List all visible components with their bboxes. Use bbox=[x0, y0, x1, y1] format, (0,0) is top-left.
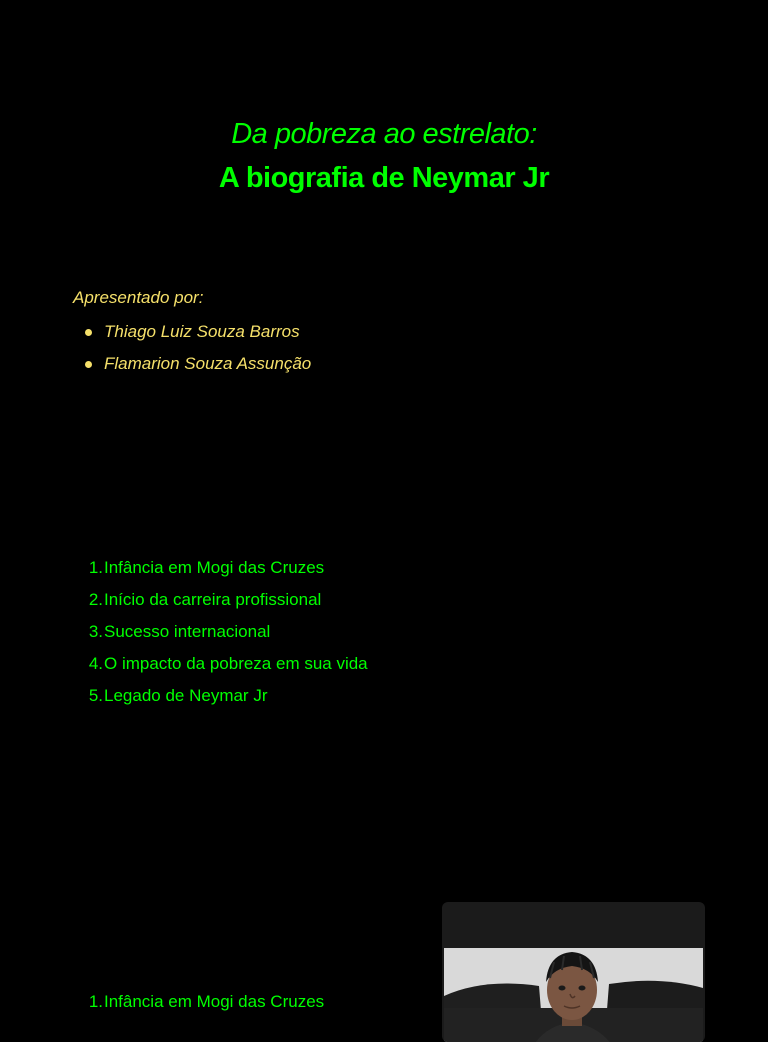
bullet-icon bbox=[85, 361, 92, 368]
toc-item-text: O impacto da pobreza em sua vida bbox=[104, 654, 368, 673]
presenters-label: Apresentado por: bbox=[73, 288, 204, 307]
child-portrait-illustration bbox=[444, 948, 703, 1042]
presenter-name: Thiago Luiz Souza Barros bbox=[104, 322, 300, 341]
title-line-1: Da pobreza ao estrelato: bbox=[231, 118, 537, 150]
section-item-number: 1. bbox=[88, 992, 103, 1011]
section-heading-list bbox=[82, 986, 324, 1018]
presenter-item bbox=[73, 316, 311, 348]
toc-item bbox=[82, 680, 368, 712]
section-item-text: Infância em Mogi das Cruzes bbox=[104, 992, 325, 1011]
title-block bbox=[0, 112, 768, 200]
toc-item bbox=[82, 616, 368, 648]
toc-item-number: 2. bbox=[88, 590, 103, 609]
toc-item bbox=[82, 648, 368, 680]
presenter-item bbox=[73, 348, 311, 380]
toc-item-text: Sucesso internacional bbox=[104, 622, 271, 641]
table-of-contents bbox=[82, 552, 368, 712]
child-portrait-photo bbox=[444, 948, 703, 1042]
toc-item-text: Início da carreira profissional bbox=[104, 590, 322, 609]
toc-item-number: 4. bbox=[88, 654, 103, 673]
photo-card bbox=[442, 902, 705, 1042]
toc-item bbox=[82, 584, 368, 616]
section-list bbox=[82, 986, 324, 1018]
toc-item-text: Legado de Neymar Jr bbox=[104, 686, 268, 705]
bullet-icon bbox=[85, 329, 92, 336]
title-line-2: A biografia de Neymar Jr bbox=[218, 162, 550, 194]
presenters-section bbox=[73, 284, 311, 380]
presenters-list bbox=[73, 316, 311, 380]
toc-item-number: 3. bbox=[88, 622, 103, 641]
toc-item-number: 5. bbox=[88, 686, 103, 705]
toc-item bbox=[82, 552, 368, 584]
toc-item-text: Infância em Mogi das Cruzes bbox=[104, 558, 325, 577]
toc-list bbox=[82, 552, 368, 712]
toc-item-number: 1. bbox=[88, 558, 103, 577]
presenter-name: Flamarion Souza Assunção bbox=[104, 354, 312, 373]
section-item bbox=[82, 986, 324, 1018]
